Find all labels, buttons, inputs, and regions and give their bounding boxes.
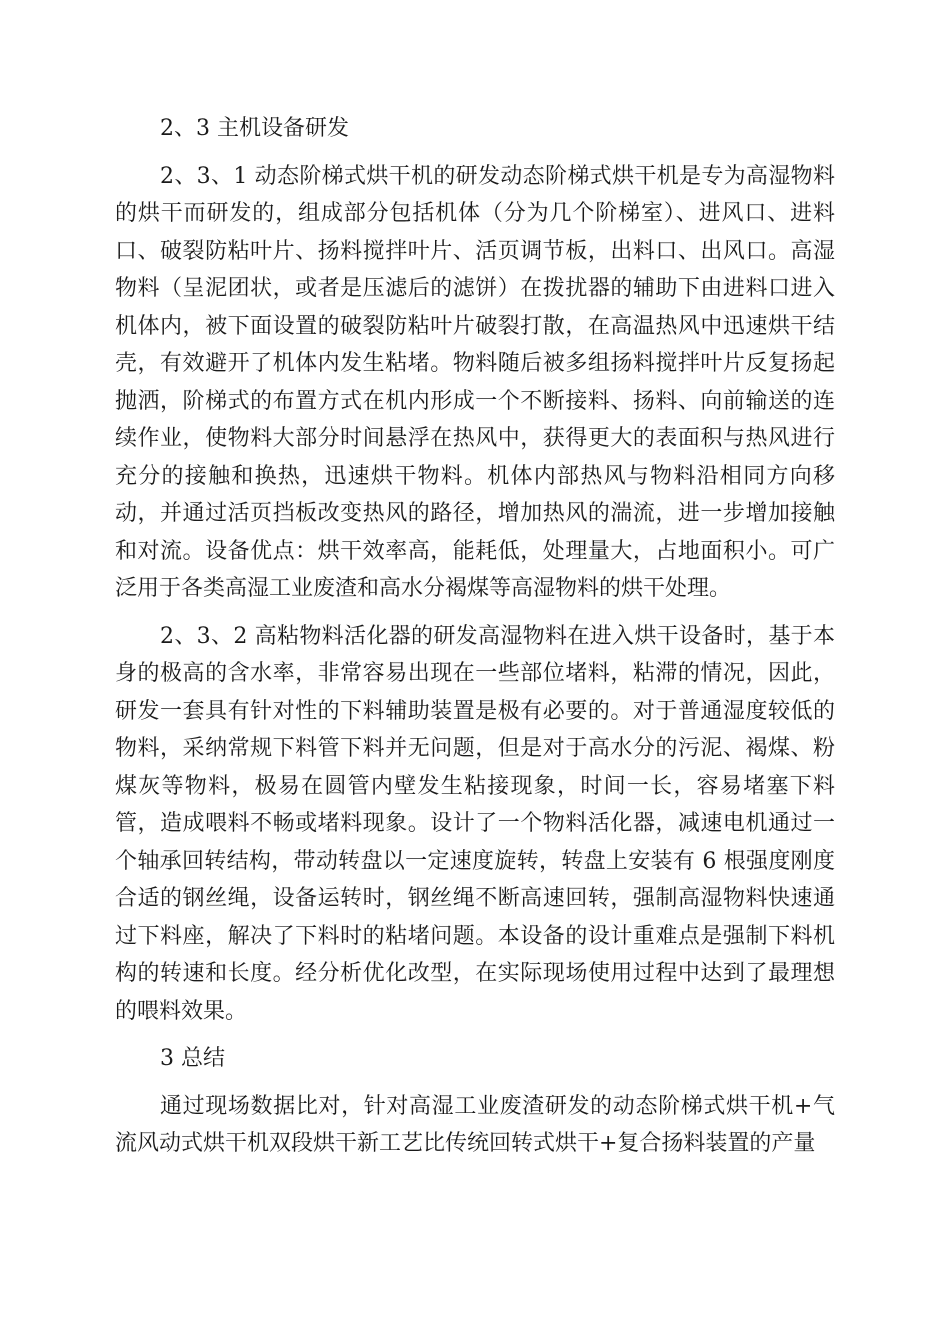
paragraph-material-activator: 2、3、2 高粘物料活化器的研发高湿物料在进入烘干设备时，基于本身的极高的含水率，非常容易出现在一些部位堵料，粘滞的情况，因此，研发一套具有针对性的下料辅助装置是极有必要的。对于普通湿度较低的物料，采纳常规下料管下料并无问题，但是对于高水分的污泥、褐煤、粉煤灰等物料，极易在圆管内壁发生粘接现象，时间一长，容易堵塞下料管，造成喂料不畅或堵料现象。设计了一个物料活化器，减速电机通过一个轴承回转结构，带动转盘以一定速度旋转，转盘上安装有 6 根强度刚度合适的钢丝绳，设备运转时，钢丝绳不断高速回转，强制高湿物料快速通过下料座，解决了下料时的粘堵问题。本设备的设计重难点是强制下料机构的转速和长度。经分析优化改型，在实际现场使用过程中达到了最理想的喂料效果。 (115, 623, 835, 1024)
document-body (115, 110, 835, 1173)
paragraph-dynamic-step-dryer: 2、3、1 动态阶梯式烘干机的研发动态阶梯式烘干机是专为高湿物料的烘干而研发的，组成部分包括机体（分为几个阶梯室）、进风口、进料口、破裂防粘叶片、扬料搅拌叶片、活页调节板，出料口、出风口。高湿物料（呈泥团状，或者是压滤后的滤饼）在拨扰器的辅助下由进料口进入机体内，被下面设置的破裂防粘叶片破裂打散，在高温热风中迅速烘干结壳，有效避开了机体内发生粘堵。物料随后被多组扬料搅拌叶片反复扬起抛洒，阶梯式的布置方式在机内形成一个不断接料、扬料、向前输送的连续作业，使物料大部分时间悬浮在热风中，获得更大的表面积与热风进行充分的接触和换热，迅速烘干物料。机体内部热风与物料沿相同方向移动，并通过活页挡板改变热风的路径，增加热风的湍流，进一步增加接触和对流。设备优点：烘干效率高，能耗低，处理量大，占地面积小。可广泛用于各类高湿工业废渣和高水分褐煤等高湿物料的烘干处理。 (115, 163, 835, 601)
section-heading: 2、3 主机设备研发 (160, 116, 349, 141)
paragraph-summary: 通过现场数据比对，针对高湿工业废渣研发的动态阶梯式烘干机+气流风动式烘干机双段烘干新工艺比传统回转式烘干+复合扬料装置的产量 (115, 1093, 835, 1156)
summary-heading: 3 总结 (160, 1046, 225, 1071)
